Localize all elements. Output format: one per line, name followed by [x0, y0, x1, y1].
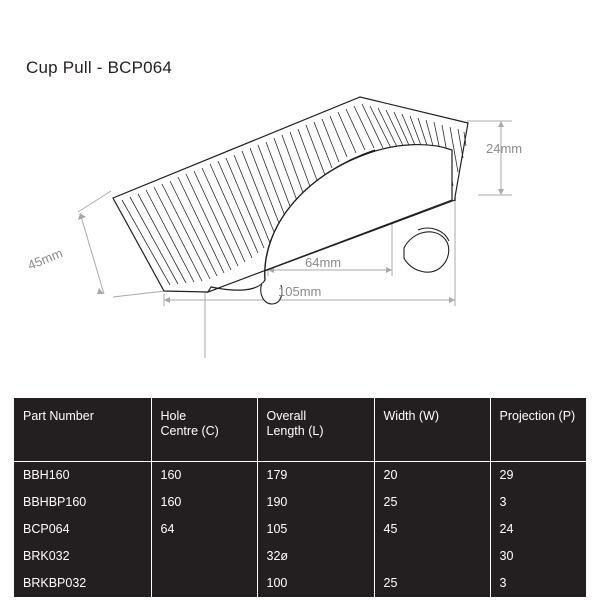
- cell-projection: 30: [490, 543, 586, 570]
- overall-length-dimension-label: 105mm: [278, 284, 322, 299]
- cell-hole-centre: [151, 543, 257, 570]
- cell-width: 45: [374, 516, 490, 543]
- cell-hole-centre: 160: [151, 462, 257, 490]
- cell-overall-length: 190: [257, 489, 374, 516]
- cell-projection: 3: [490, 570, 586, 597]
- column-header-width: [374, 398, 490, 462]
- cell-projection: 29: [490, 462, 586, 490]
- column-header-part-number: [14, 398, 151, 462]
- cup-pull-body: [113, 97, 468, 304]
- header-line-1: Overall: [266, 409, 307, 423]
- header-line-1: Projection (P): [499, 409, 576, 423]
- cell-projection: 3: [490, 489, 586, 516]
- header-line-1: Width (W): [383, 409, 440, 423]
- cell-part-number: BBH160: [14, 462, 151, 490]
- height-dimension-label: 24mm: [486, 141, 523, 156]
- header-line-2: Length (L): [266, 424, 324, 438]
- cell-projection: 24: [490, 516, 586, 543]
- table-row: [14, 570, 586, 597]
- header-line-1: Part Number: [23, 409, 94, 423]
- cell-hole-centre: 64: [151, 516, 257, 543]
- column-header-overall-length: [257, 398, 374, 462]
- cell-overall-length: 100: [257, 570, 374, 597]
- cell-overall-length: 105: [257, 516, 374, 543]
- cell-part-number: BRKBP032: [14, 570, 151, 597]
- depth-dimension-label: 45mm: [25, 245, 65, 273]
- header-line-1: Hole: [160, 409, 187, 423]
- cell-part-number: BRK032: [14, 543, 151, 570]
- header-line-2: Centre (C): [160, 424, 219, 438]
- column-header-projection: [490, 398, 586, 462]
- hole-centre-dimension-label: 64mm: [305, 255, 342, 270]
- cell-width: [374, 543, 490, 570]
- cell-width: 20: [374, 462, 490, 490]
- cell-part-number: BBHBP160: [14, 489, 151, 516]
- table-header-row: [14, 398, 586, 462]
- table-row: [14, 516, 586, 543]
- product-drawing: [0, 80, 600, 390]
- cell-overall-length: 32ø: [257, 543, 374, 570]
- cell-hole-centre: [151, 570, 257, 597]
- cell-part-number: BCP064: [14, 516, 151, 543]
- cell-overall-length: 179: [257, 462, 374, 490]
- cell-width: 25: [374, 570, 490, 597]
- specifications-table: [14, 398, 586, 597]
- column-header-hole-centre: [151, 398, 257, 462]
- cell-hole-centre: 160: [151, 489, 257, 516]
- page-title: Cup Pull - BCP064: [26, 58, 173, 77]
- cell-width: 25: [374, 489, 490, 516]
- table-row: [14, 489, 586, 516]
- table-row: [14, 543, 586, 570]
- table-row: [14, 462, 586, 490]
